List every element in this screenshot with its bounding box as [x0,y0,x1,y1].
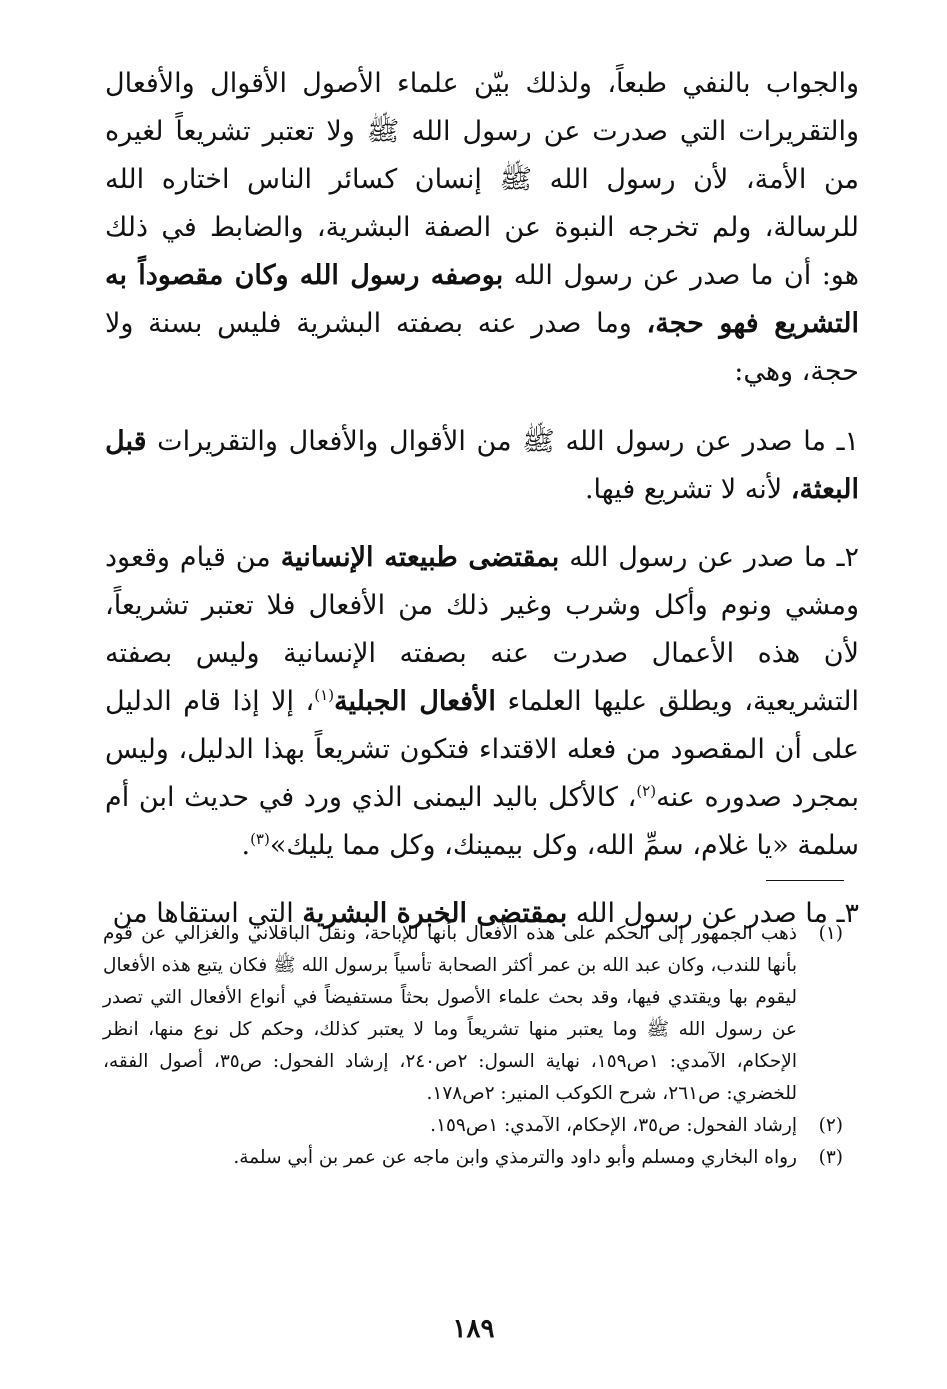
text-run: والجواب بالنفي طبعاً، ولذلك بيّن علماء الأصول الأقوال والأفعال والتقريرات التي صدرت عن رسول الله ﷺ ولا تعتبر تشريعاً لغيره من الأمة، لأن رسول الله ﷺ إنسان كسائر الناس اختاره الله للرسالة، ولم تخرجه النبوة عن الصفة البشرية، والضابط في ذلك هو: أن ما صدر عن رسول الله [105,68,859,291]
footnote-ref-2[interactable]: (٢) [636,782,657,800]
text-run: وما صدر عنه بصفته البشرية فليس بسنة ولا حجة، وهي: [105,308,859,387]
footnote-ref-3[interactable]: (٣) [250,830,270,848]
text-run: ٢ـ ما صدر عن رسول الله [559,542,860,573]
paragraph-intro [105,60,859,396]
text-run: من قيام وقعود ومشي ونوم وأكل وشرب وغير ذلك من الأفعال فلا تعتبر تشريعاً، لأن هذه الأعمال صدرت عنه بصفته الإنسانية وليس بصفته التشريعية، ويطلق عليها العلماء [105,542,859,717]
footnote-number: (٣) [818,1147,843,1168]
paragraph-item-1 [105,418,859,514]
footnote-separator [766,880,844,881]
text-run: التي استقاها من [112,898,303,929]
footnote-1 [103,918,843,1110]
bold-text-run: بمقتضى الخبرة البشرية [302,898,568,929]
footnotes [103,918,843,1174]
footnote-2 [103,1110,843,1142]
text-run: ، كالأكل باليد اليمنى الذي ورد في حديث ابن أم سلمة «يا غلام، سمِّ الله، وكل بيمينك، وكل مما يليك» [105,782,859,861]
text-run: لأنه لا تشريع فيها. [584,474,791,505]
text-run: . [241,830,251,861]
bold-text-run: بمقتضى طبيعته الإنسانية [280,542,560,573]
bold-text-run: قبل البعثة، [105,426,859,505]
footnote-number: (٢) [818,1115,843,1136]
bold-text-run: الأفعال الجبلية [334,686,496,717]
text-run: ٣ـ ما صدر عن رسول الله [567,898,859,929]
main-text [105,60,859,938]
footnote-text: رواه البخاري ومسلم وأبو داود والترمذي وابن ماجه عن عمر بن أبي سلمة. [233,1147,797,1168]
text-run: ١ـ ما صدر عن رسول الله ﷺ من الأقوال والأفعال والتقريرات [146,426,859,457]
page-number: ١٨٩ [452,1314,495,1344]
text-run: ، إلا إذا قام الدليل على أن المقصود من فعله الاقتداء فتكون تشريعاً بهذا الدليل، وليس بمجرد صدوره عنه [105,686,859,813]
paragraph-item-2 [105,534,859,870]
footnote-text: إرشاد الفحول: ص٣٥، الإحكام، الآمدي: ١ص١٥٩. [430,1115,797,1136]
footnote-ref-1[interactable]: (١) [314,686,335,704]
bold-text-run: بوصفه رسول الله وكان مقصوداً به التشريع فهو حجة، [105,260,859,339]
footnote-3 [103,1142,843,1174]
footnote-number: (١) [818,923,843,944]
footnote-text: ذهب الجمهور إلى الحكم على هذه الأفعال بأنها للإباحة، ونقل الباقلاني والغزالي عن قوم بأنها للندب، وكان عبد الله بن عمر أكثر الصحابة تأسياً برسول الله ﷺ فكان يتبع هذه الأفعال ليقوم بها ويقتدي فيها، وقد بحث علماء الأصول بحثاً مستفيضاً في أنواع الأفعال التي تصدر عن رسول الله ﷺ وما يعتبر منها تشريعاً وما لا يعتبر كذلك، وحكم كل نوع منها، انظر الإحكام، الآمدي: ١ص١٥٩، نهاية السول: ٢ص٢٤٠، إرشاد الفحول: ص٣٥، أصول الفقه، للخضري: ص٢٦١، شرح الكوكب المنير: ٢ص١٧٨. [103,923,797,1104]
